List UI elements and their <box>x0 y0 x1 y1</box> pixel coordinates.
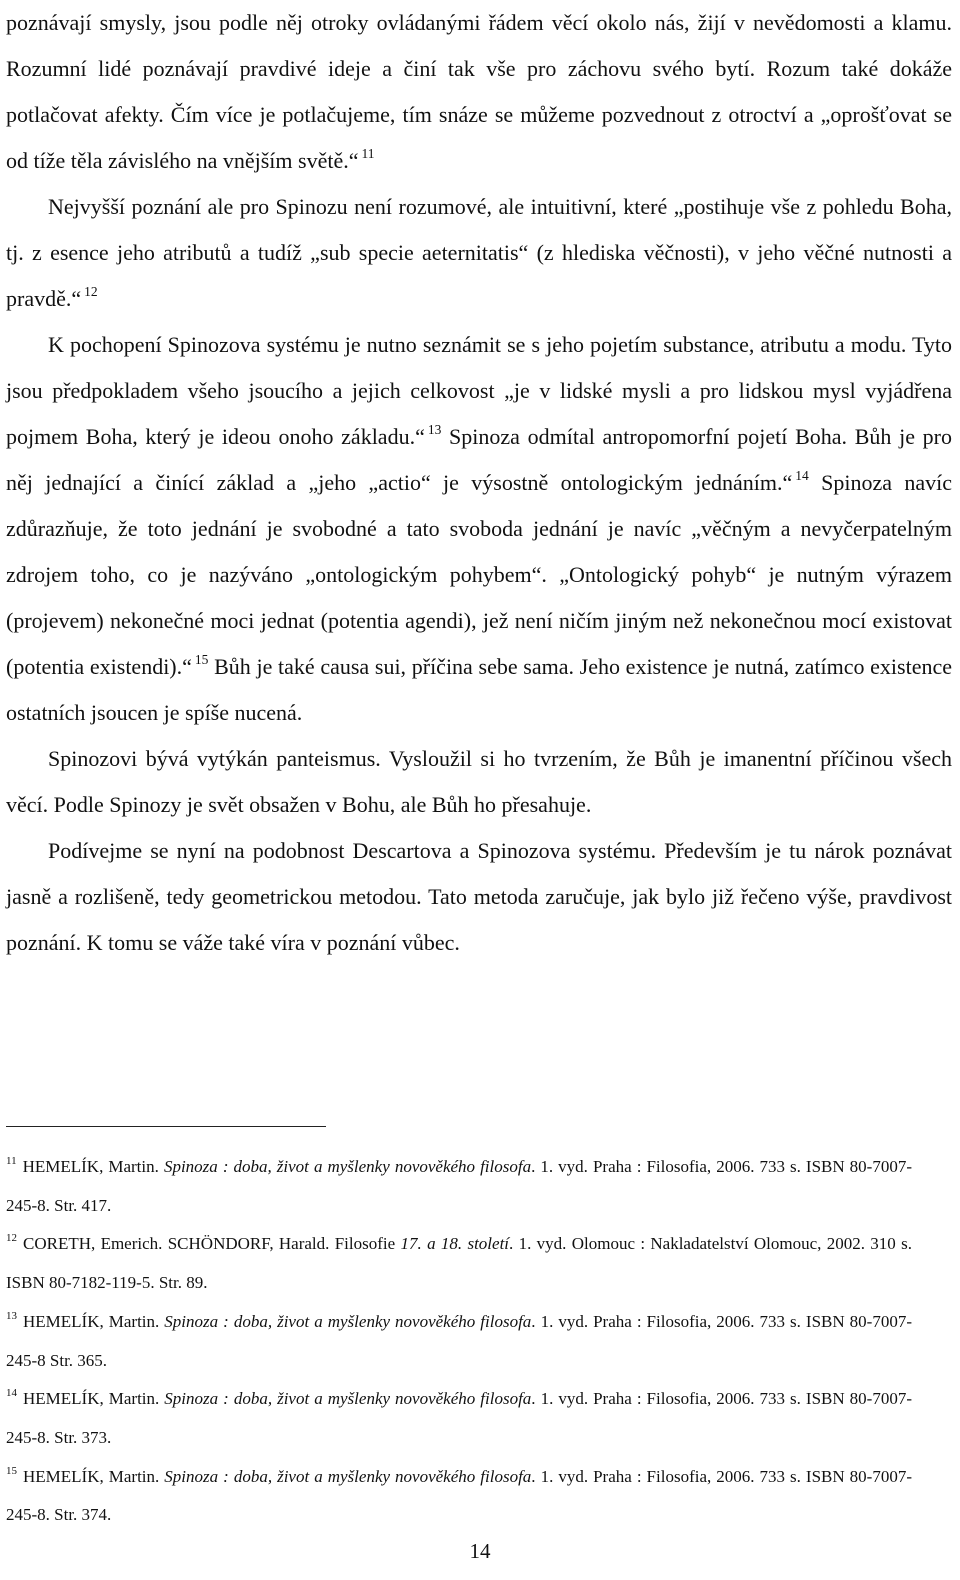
footnote-15 <box>6 1458 912 1535</box>
paragraph-3 <box>6 322 952 736</box>
footnote-title: Spinoza : doba, život a myšlenky novověkého filosofa <box>163 1157 532 1176</box>
paragraph-3-sentence-4: Bůh je také causa sui, příčina sebe sama. Jeho existence je nutná, zatímco existence ostatních jsoucen je spíše nucená. <box>6 654 953 725</box>
paragraph-2 <box>6 184 952 322</box>
footnote-details: . 1. vyd. Praha : Filosofia, 2006. 733 s. ISBN 80-7007-245-8. Str. 417. <box>6 1157 913 1215</box>
paragraph-1 <box>6 0 952 184</box>
footnote-author: HEMELÍK, Martin. <box>22 1157 159 1176</box>
footnote-12 <box>6 1225 912 1302</box>
paragraph-4: Spinozovi bývá vytýkán panteismus. Vysloužil si ho tvrzením, že Bůh je imanentní příčinou všech věcí. Podle Spinozy je svět obsažen v Bohu, ale Bůh ho přesahuje. <box>6 746 952 817</box>
footnote-separator <box>6 1126 326 1127</box>
footnote-ref-11[interactable]: 11 <box>361 146 375 161</box>
footnote-title: 17. a 18. století <box>400 1234 510 1254</box>
footnote-ref-12[interactable]: 12 <box>84 284 98 299</box>
footnote-ref-14[interactable]: 14 <box>795 468 809 483</box>
paragraph-1-text: poznávají smysly, jsou podle něj otroky ovládanými řádem věcí okolo nás, žijí v nevědomosti a klamu. Rozumní lidé poznávají pravdivé ideje a činí tak vše pro záchovu svého bytí. Rozum také dokáže potlačovat afekty. Čím více je potlačujeme, tím snáze se můžeme pozvednout z otroctví a „oprošťovat se od tíže těla závislého na vnějším světě.“ <box>6 10 952 173</box>
footnote-details: . 1. vyd. Praha : Filosofia, 2006. 733 s. ISBN 80-7007-245-8 Str. 365. <box>6 1311 912 1370</box>
paragraph-5: Podívejme se nyní na podobnost Descartova a Spinozova systému. Především je tu nárok poznávat jasně a rozlišeně, tedy geometrickou metodou. Tato metoda zaručuje, jak bylo již řečeno výše, pravdivost poznání. K tomu se váže také víra v poznání vůbec. <box>6 838 952 955</box>
footnote-number: 12 <box>6 1232 17 1245</box>
footnotes <box>6 1148 912 1535</box>
footnote-title: Spinoza : doba, život a myšlenky novověkého filosofa <box>164 1466 532 1486</box>
paragraph-2-text: Nejvyšší poznání ale pro Spinozu není rozumové, ale intuitivní, které „postihuje vše z pohledu Boha, tj. z esence jeho atributů a tudíž „sub specie aeternitatis“ (z hlediska věčnosti), v jeho věčné nutnosti a pravdě.“ <box>6 194 952 311</box>
footnote-title: Spinoza : doba, život a myšlenky novověkého filosofa <box>164 1311 532 1331</box>
footnote-details: . 1. vyd. Olomouc : Nakladatelství Olomouc, 2002. 310 s. ISBN 80-7182-119-5. Str. 89. <box>6 1234 912 1293</box>
footnote-details: . 1. vyd. Praha : Filosofia, 2006. 733 s. ISBN 80-7007-245-8. Str. 374. <box>6 1466 912 1525</box>
footnote-ref-15[interactable]: 15 <box>194 652 209 667</box>
footnote-title: Spinoza : doba, život a myšlenky novověkého filosofa <box>164 1389 532 1409</box>
footnote-number: 15 <box>6 1464 17 1477</box>
footnote-number: 14 <box>6 1387 17 1400</box>
footnote-details: . 1. vyd. Praha : Filosofia, 2006. 733 s. ISBN 80-7007-245-8. Str. 373. <box>6 1389 912 1447</box>
footnote-ref-13[interactable]: 13 <box>427 422 442 437</box>
footnote-authors: CORETH, Emerich. SCHÖNDORF, Harald. Filosofie <box>23 1234 401 1254</box>
paragraph-3-sentence-2: Spinoza odmítal antropomorfní pojetí Boha. Bůh je pro něj jednající a činící základ a „jeho „actio“ je výsostně ontologickým jednáním.“ <box>6 424 953 495</box>
footnote-number: 13 <box>6 1309 17 1322</box>
footnote-author: HEMELÍK, Martin. <box>23 1311 160 1331</box>
paragraph-3-sentence-3: Spinoza navíc zdůrazňuje, že toto jednání je svobodné a tato svoboda jednání je navíc „věčným a nevyčerpatelným zdrojem toho, co je nazýváno „ontologickým pohybem“. „Ontologický pohyb“ je nutným výrazem (projevem) nekonečné moci jednat (potentia agendi), jež není ničím jiným než nekonečnou mocí existovat (potentia existendi).“ <box>6 470 952 679</box>
page-body <box>6 0 952 966</box>
footnote-author: HEMELÍK, Martin. <box>23 1466 160 1486</box>
page-number: 14 <box>469 1539 491 1563</box>
footnote-13 <box>6 1303 912 1380</box>
footnote-author: HEMELÍK, Martin. <box>23 1389 160 1409</box>
footnote-11 <box>6 1148 912 1225</box>
footnote-14 <box>6 1380 912 1457</box>
paragraph-3-sentence-1: K pochopení Spinozova systému je nutno seznámit se s jeho pojetím substance, atributu a modu. Tyto jsou předpokladem všeho jsoucího a jejich celkovost „je v lidské mysli a pro lidskou mysl vyjádřena pojmem Boha, který je ideou onoho základu.“ <box>6 332 952 449</box>
main-text <box>6 0 952 966</box>
footnote-number: 11 <box>6 1155 17 1167</box>
